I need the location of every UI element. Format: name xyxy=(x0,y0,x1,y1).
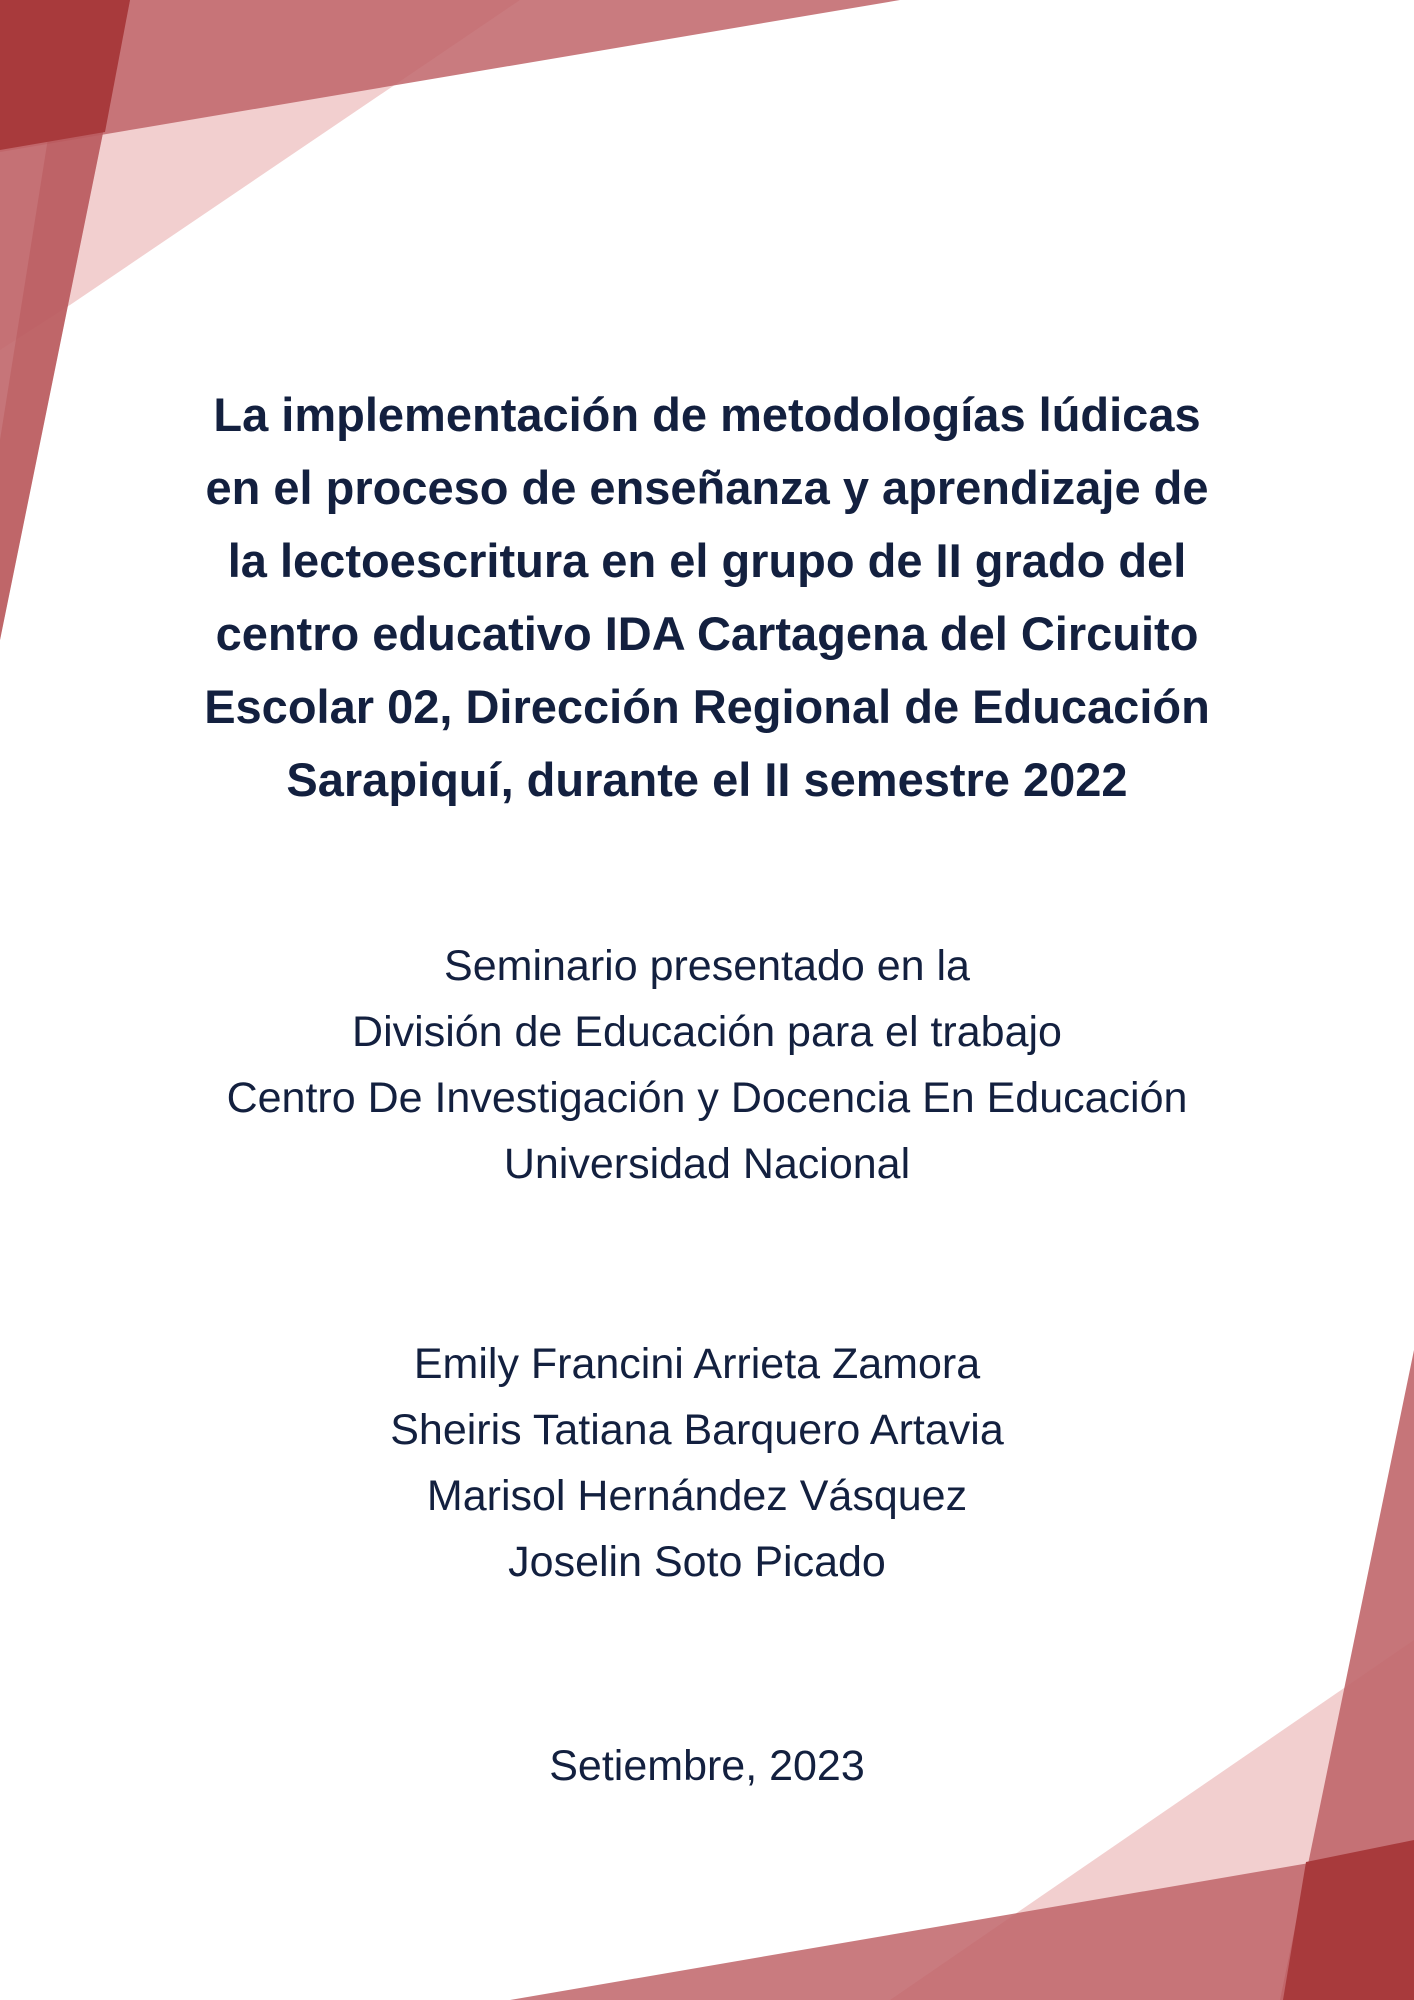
title-line: centro educativo IDA Cartagena del Circuito xyxy=(215,607,1199,660)
seminar-info xyxy=(120,933,1294,1197)
author-name: Joselin Soto Picado xyxy=(508,1538,886,1586)
seminar-line: Seminario presentado en la xyxy=(444,942,970,990)
document-title xyxy=(120,378,1294,816)
title-line: en el proceso de enseñanza y aprendizaje de xyxy=(205,461,1209,514)
bottom-right-mid-wedge xyxy=(510,1845,1414,2000)
author-name: Sheiris Tatiana Barquero Artavia xyxy=(390,1406,1004,1454)
author-list xyxy=(110,1331,1284,1595)
author-name: Marisol Hernández Vásquez xyxy=(426,1472,968,1520)
seminar-line: División de Educación para el trabajo xyxy=(352,1008,1062,1056)
seminar-line: Centro De Investigación y Docencia En Educación xyxy=(226,1074,1188,1122)
top-left-mid-wedge xyxy=(0,0,900,152)
date-text: Setiembre, 2023 xyxy=(549,1742,865,1790)
title-line: Escolar 02, Dirección Regional de Educación xyxy=(204,680,1210,733)
seminar-line: Universidad Nacional xyxy=(503,1140,911,1188)
title-line: la lectoescritura en el grupo de II grado del xyxy=(227,534,1187,587)
title-line: Sarapiquí, durante el II semestre 2022 xyxy=(286,753,1128,806)
title-line: La implementación de metodologías lúdicas xyxy=(213,388,1201,441)
publication-date xyxy=(120,1733,1294,1799)
author-name: Emily Francini Arrieta Zamora xyxy=(413,1340,981,1388)
